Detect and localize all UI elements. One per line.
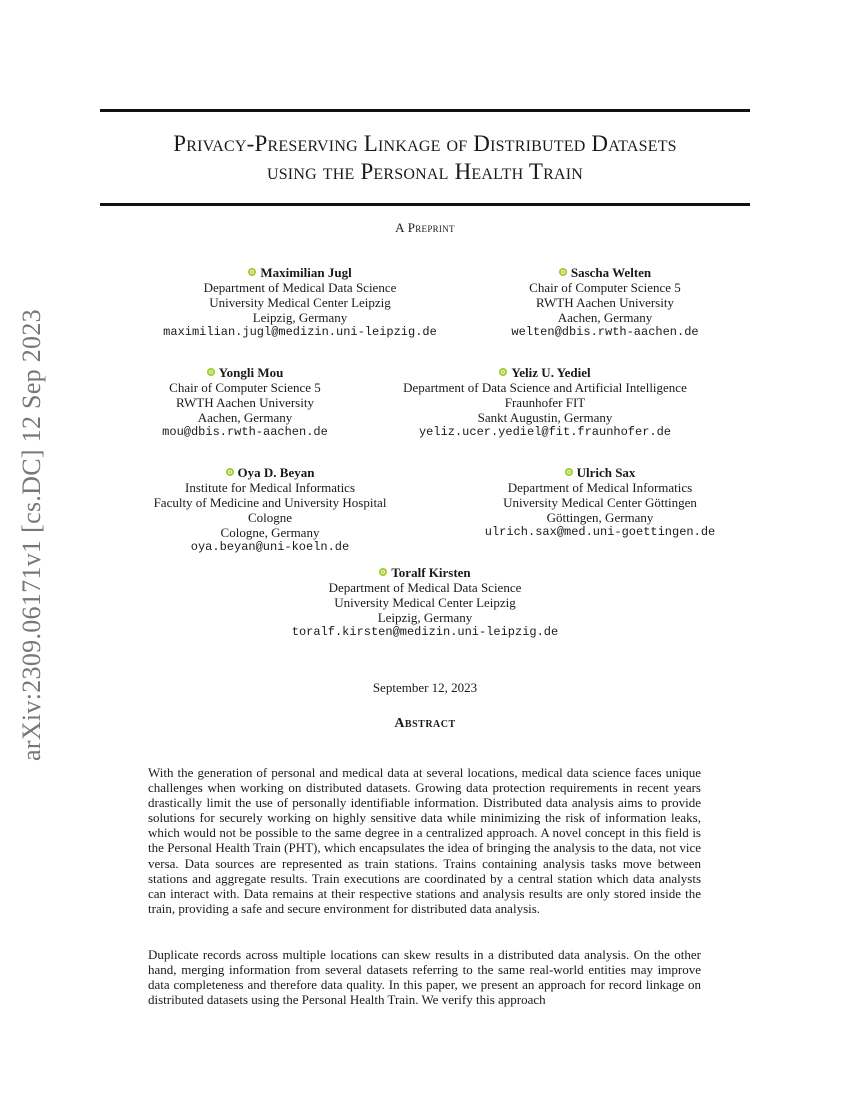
abstract-paragraph: Duplicate records across multiple locations can skew results in a distributed data analysis. On the other hand, merging information from several datasets referring to the same real-world entities may improve data completeness and therefore data quality. In this paper, we present an approach for record linkage on distributed datasets using the Personal Health Train. We verify this approach (148, 947, 701, 1008)
author-email[interactable]: yeliz.ucer.yediel@fit.fraunhofer.de (418, 424, 672, 439)
orcid-icon[interactable] (379, 568, 387, 576)
author-location: Leipzig, Germany (252, 309, 348, 325)
abstract-paragraph: With the generation of personal and medical data at several locations, medical data science faces unique challenges when working on distributed datasets. Growing data protection requirements in recent years drastically limit the use of personally identifiable information. Distributed data analysis aims to provide solutions for securely working on highly sensitive data while minimizing the risk of information leaks, which would not be possible to the same degree in a centralized approach. A novel concept in this field is the Personal Health Train (PHT), which encapsulates the idea of bringing the analysis to the data, not vice versa. Data sources are represented as train stations. Trains containing analysis tasks move between stations and aggregate results. Train executions are coordinated by a central station which data analysts can interact with. Data remains at their respective stations and analysis results are only stored inside the train, providing a safe and secure environment for distributed data analysis. (148, 765, 701, 916)
author-affiliation: Chair of Computer Science 5 (169, 379, 321, 395)
author-affiliation: Department of Medical Data Science (328, 579, 522, 595)
orcid-icon[interactable] (207, 368, 215, 376)
author-affiliation: Department of Medical Informatics (507, 479, 693, 495)
author-affiliation: University Medical Center Leipzig (209, 294, 391, 310)
abstract-heading: Abstract (394, 716, 456, 731)
author-name: Yeliz U. Yediel (511, 364, 591, 380)
author-block (280, 564, 570, 640)
author-email[interactable]: mou@dbis.rwth-aachen.de (162, 424, 328, 439)
author-affiliation: Fraunhofer FIT (504, 394, 586, 410)
author-name: Ulrich Sax (576, 464, 636, 480)
orcid-icon[interactable] (226, 468, 234, 476)
author-location: Aachen, Germany (557, 309, 653, 325)
author-affiliation: RWTH Aachen University (536, 294, 674, 310)
author-location: Sankt Augustin, Germany (477, 409, 613, 425)
orcid-icon[interactable] (565, 468, 573, 476)
arxiv-sidebar (12, 295, 52, 775)
author-name: Sascha Welten (570, 264, 652, 280)
author-affiliation: Faculty of Medicine and University Hospital Cologne (153, 494, 387, 525)
title-line-1: Privacy-Preserving Linkage of Distributed Datasets (173, 131, 677, 156)
orcid-icon[interactable] (499, 368, 507, 376)
author-affiliation: University Medical Center Leipzig (334, 594, 516, 610)
author-affiliation: Institute for Medical Informatics (184, 479, 356, 495)
orcid-icon[interactable] (559, 268, 567, 276)
author-affiliation: Department of Medical Data Science (203, 279, 397, 295)
paper-title (100, 130, 750, 186)
author-affiliation: Chair of Computer Science 5 (529, 279, 681, 295)
author-name: Maximilian Jugl (260, 264, 352, 280)
author-email[interactable]: toralf.kirsten@medizin.uni-leipzig.de (291, 624, 559, 639)
author-location: Göttingen, Germany (546, 509, 654, 525)
author-affiliation: University Medical Center Göttingen (503, 494, 697, 510)
author-affiliation: RWTH Aachen University (176, 394, 314, 410)
author-email[interactable]: welten@dbis.rwth-aachen.de (511, 324, 699, 339)
author-email[interactable]: oya.beyan@uni-koeln.de (190, 539, 350, 554)
arxiv-identifier: arXiv:2309.06171v1 [cs.DC] 12 Sep 2023 (17, 309, 46, 761)
paper-date: September 12, 2023 (372, 680, 478, 695)
author-email[interactable]: maximilian.jugl@medizin.uni-leipzig.de (163, 324, 437, 339)
title-line-2: using the Personal Health Train (266, 159, 584, 184)
author-block (150, 364, 340, 440)
author-location: Aachen, Germany (197, 409, 293, 425)
author-block (470, 464, 730, 540)
author-block (478, 264, 732, 340)
author-name: Oya D. Beyan (237, 464, 315, 480)
author-affiliation: Department of Data Science and Artificial Intelligence (403, 379, 687, 395)
orcid-icon[interactable] (248, 268, 256, 276)
author-location: Leipzig, Germany (377, 609, 473, 625)
author-block (150, 264, 450, 340)
title-rule-bottom (100, 203, 750, 206)
author-block (375, 364, 715, 440)
author-block (130, 464, 410, 555)
author-location: Cologne, Germany (220, 524, 320, 540)
author-name: Toralf Kirsten (391, 564, 471, 580)
author-email[interactable]: ulrich.sax@med.uni-goettingen.de (484, 524, 716, 539)
title-rule-top (100, 109, 750, 112)
author-name: Yongli Mou (218, 364, 284, 380)
preprint-label: A Preprint (395, 220, 455, 235)
